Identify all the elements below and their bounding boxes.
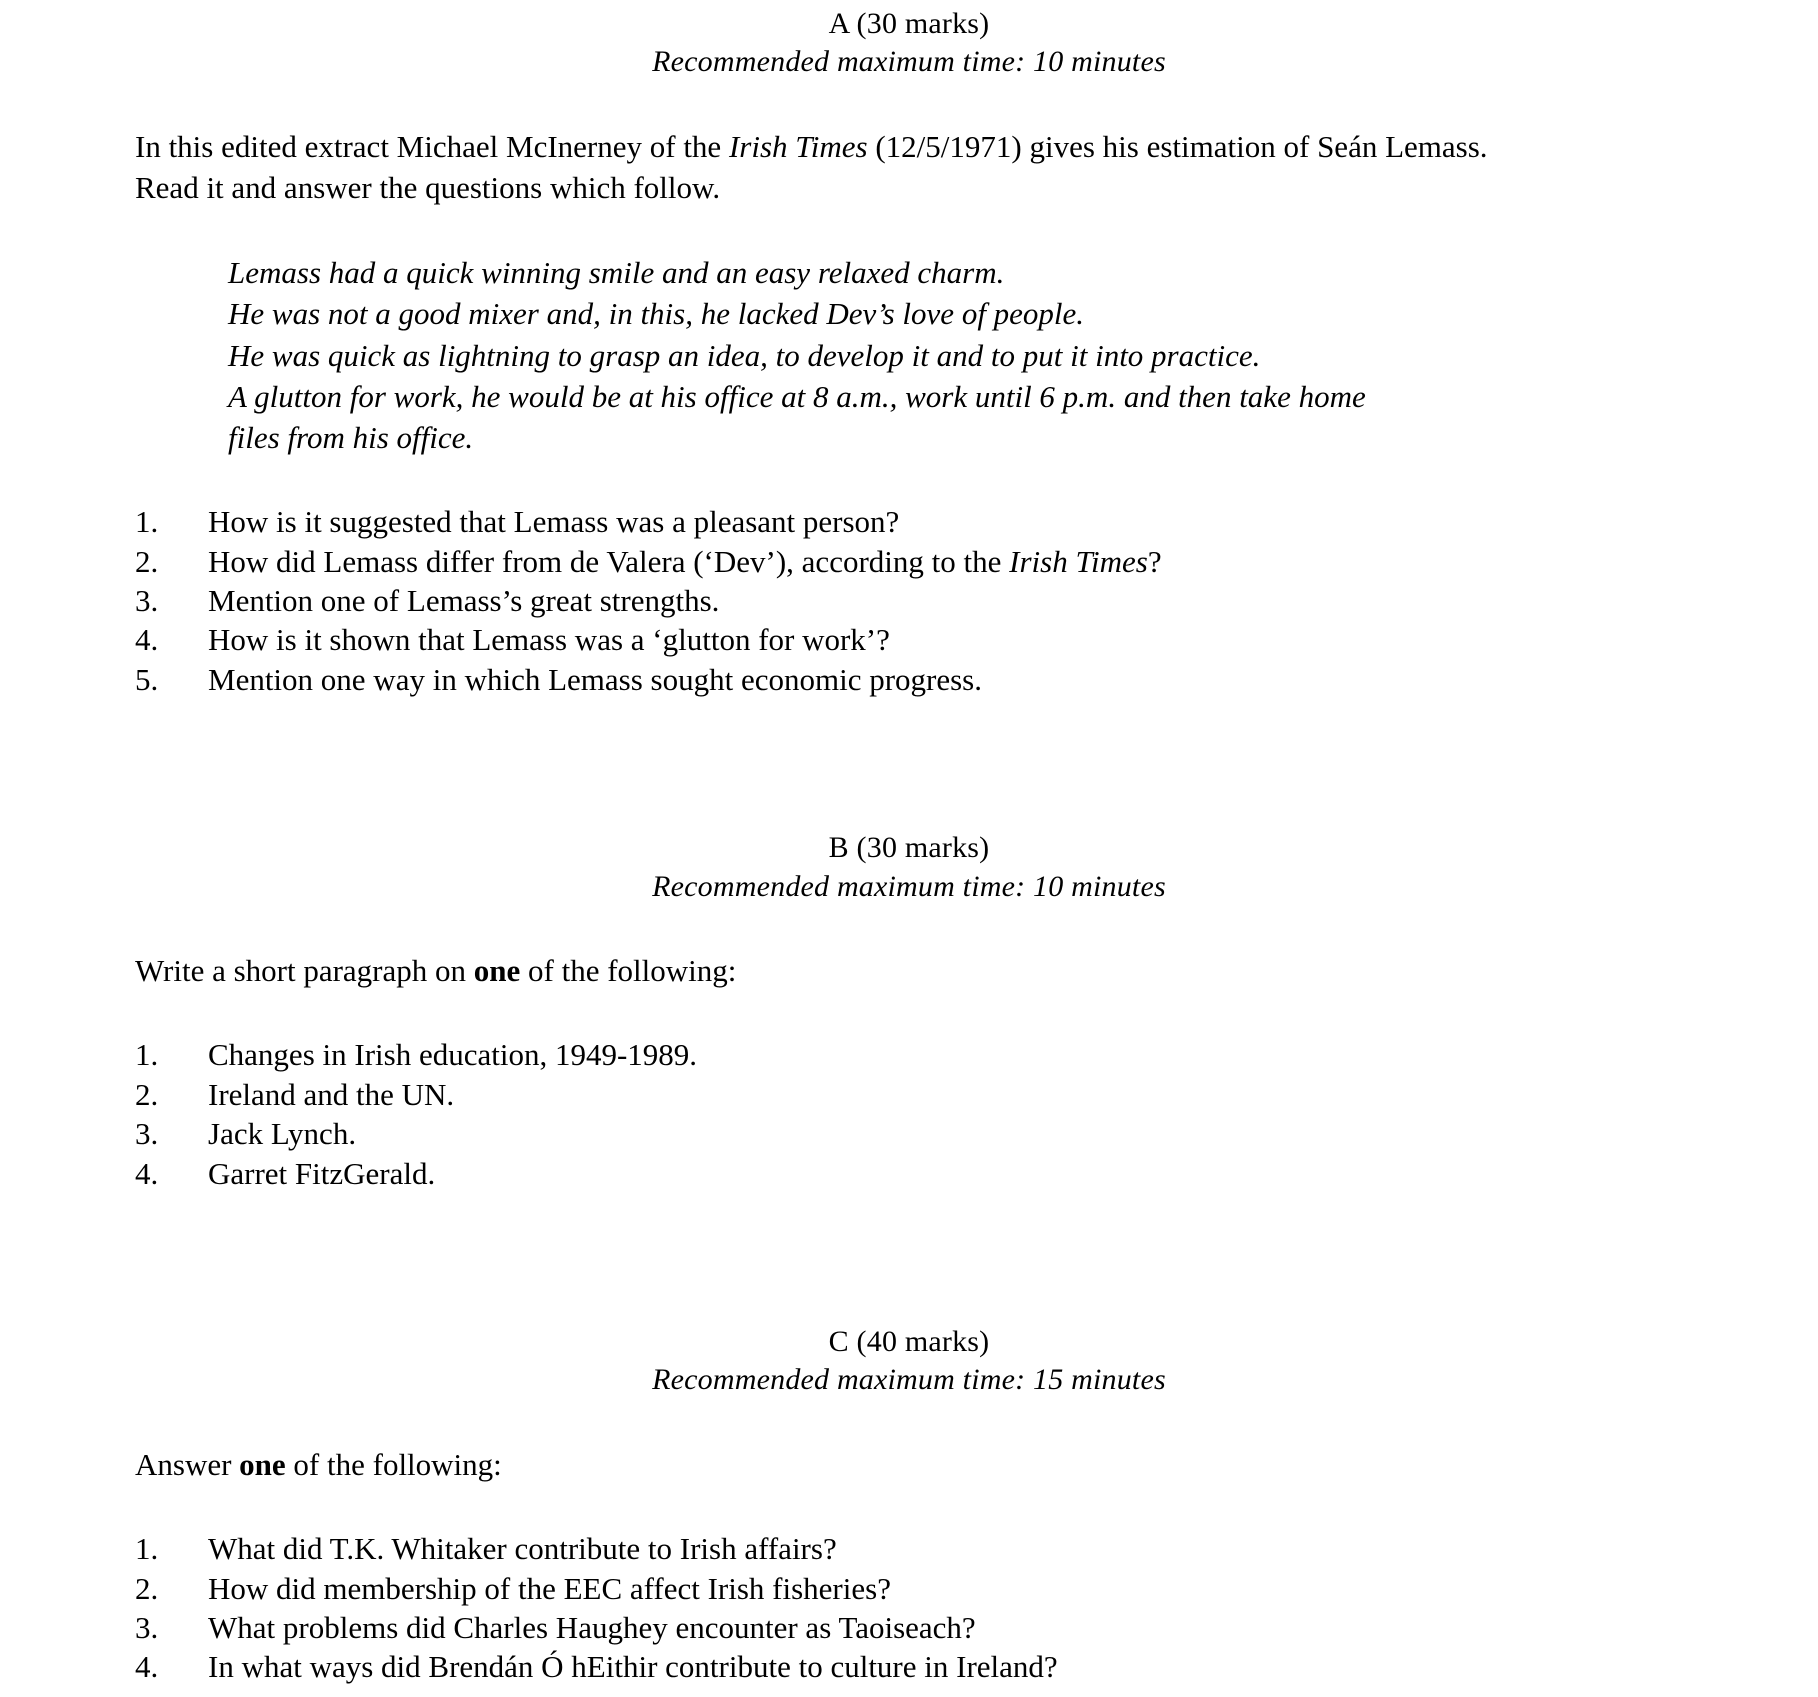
section-c (0, 1323, 1818, 1687)
list-item-label-part1: How did Lemass differ from de Valera (‘Dev’), according to the (208, 543, 1010, 579)
list-item[interactable] (135, 660, 1818, 699)
list-item-number: 1. (135, 1037, 159, 1073)
section-b-instruction (135, 950, 1518, 992)
extract-line: Lemass had a quick winning smile and an easy relaxed charm. (228, 255, 1005, 291)
section-c-instruction-part1: Answer (135, 1446, 240, 1482)
list-item[interactable] (135, 1075, 1818, 1114)
list-item-label: How is it shown that Lemass was a ‘glutton for work’? (208, 622, 890, 658)
list-item[interactable] (135, 502, 1818, 541)
list-item-label: What did T.K. Whitaker contribute to Irish affairs? (208, 1531, 837, 1567)
list-item-label (208, 542, 1818, 581)
section-a-intro (135, 126, 1543, 208)
list-item-number: 3. (135, 1609, 159, 1645)
spacer-after-b-heading (0, 906, 1818, 950)
section-c-question-list (0, 1529, 1818, 1686)
list-item-label: Jack Lynch. (208, 1116, 357, 1152)
section-c-instruction (135, 1444, 1518, 1486)
spacer-after-a-heading (0, 82, 1818, 126)
list-item-number: 3. (135, 583, 159, 619)
section-b-instruction-bold: one (473, 952, 521, 988)
section-c-title: C (40 marks) (828, 1324, 990, 1358)
list-item[interactable] (135, 1608, 1818, 1647)
list-item[interactable] (135, 1569, 1818, 1608)
spacer-before-b-list (0, 991, 1818, 1035)
section-a-intro-part1: In this edited extract Michael McInerney of the (135, 128, 729, 164)
list-item-label: In what ways did Brendán Ó hEithir contribute to culture in Ireland? (208, 1649, 1058, 1685)
list-item-number: 2. (135, 543, 159, 579)
section-b-heading-block (0, 829, 1818, 906)
section-b-instruction-part1: Write a short paragraph on (135, 952, 474, 988)
section-c-heading-block (0, 1323, 1818, 1400)
list-item[interactable] (135, 1114, 1818, 1153)
section-a-title: A (30 marks) (828, 7, 990, 40)
list-item-number: 2. (135, 1076, 159, 1112)
list-item[interactable] (135, 1154, 1818, 1193)
list-item-number: 4. (135, 622, 159, 658)
list-item-number: 2. (135, 1570, 159, 1606)
extract-line: He was quick as lightning to grasp an idea, to develop it and to put it into practice. (228, 337, 1261, 373)
list-item-label: Changes in Irish education, 1949-1989. (208, 1037, 698, 1073)
section-a-intro-part2: (12/5/1971) gives his estimation of Seán Lemass. Read it and answer the questions which follow. (135, 128, 1488, 205)
list-item-number: 1. (135, 1531, 159, 1567)
spacer-before-c-list (0, 1485, 1818, 1529)
section-c-subtitle: Recommended maximum time: 15 minutes (652, 1363, 1166, 1397)
section-b-subtitle: Recommended maximum time: 10 minutes (652, 869, 1166, 903)
section-b-title: B (30 marks) (828, 831, 990, 865)
extract-line: He was not a good mixer and, in this, he lacked Dev’s love of people. (228, 296, 1085, 332)
list-item-label-italic-source: Irish Times (1009, 543, 1148, 579)
section-a-intro-italic-source: Irish Times (728, 128, 868, 164)
list-item[interactable] (135, 620, 1818, 659)
list-item-number: 5. (135, 661, 159, 697)
list-item-number: 1. (135, 504, 159, 540)
section-a-heading-block (0, 5, 1818, 82)
list-item[interactable] (135, 1035, 1818, 1074)
section-a-subtitle: Recommended maximum time: 10 minutes (652, 45, 1166, 79)
list-item-label-part2: ? (1147, 543, 1162, 579)
list-item-label: How is it suggested that Lemass was a pleasant person? (208, 504, 900, 540)
list-item-label: Ireland and the UN. (208, 1076, 455, 1112)
section-b-question-list (0, 1035, 1818, 1192)
section-c-instruction-bold: one (239, 1446, 286, 1482)
spacer-after-c-heading (0, 1400, 1818, 1444)
list-item-label: How did membership of the EEC affect Irish fisheries? (208, 1570, 891, 1606)
list-item[interactable] (135, 1647, 1818, 1686)
list-item-label: Mention one of Lemass’s great strengths. (208, 583, 720, 619)
section-a-extract (228, 252, 1558, 458)
spacer-before-extract (0, 208, 1818, 252)
spacer-between-a-and-b (0, 699, 1818, 829)
list-item-label: Mention one way in which Lemass sought economic progress. (208, 661, 982, 697)
list-item-number: 4. (135, 1649, 159, 1685)
list-item[interactable] (135, 542, 1818, 581)
list-item-label: Garret FitzGerald. (208, 1155, 436, 1191)
section-a (0, 5, 1818, 699)
list-item[interactable] (135, 1529, 1818, 1568)
section-c-instruction-part2: of the following: (285, 1446, 502, 1482)
section-a-question-list (0, 502, 1818, 699)
list-item-number: 3. (135, 1116, 159, 1152)
section-b (0, 829, 1818, 1193)
spacer-after-extract (0, 458, 1818, 502)
extract-line: A glutton for work, he would be at his office at 8 a.m., work until 6 p.m. and then take home (228, 378, 1366, 414)
list-item-number: 4. (135, 1155, 159, 1191)
list-item[interactable] (135, 581, 1818, 620)
spacer-between-b-and-c (0, 1193, 1818, 1323)
extract-line: files from his office. (228, 420, 474, 456)
section-b-instruction-part2: of the following: (520, 952, 737, 988)
list-item-label: What problems did Charles Haughey encounter as Taoiseach? (208, 1609, 976, 1645)
